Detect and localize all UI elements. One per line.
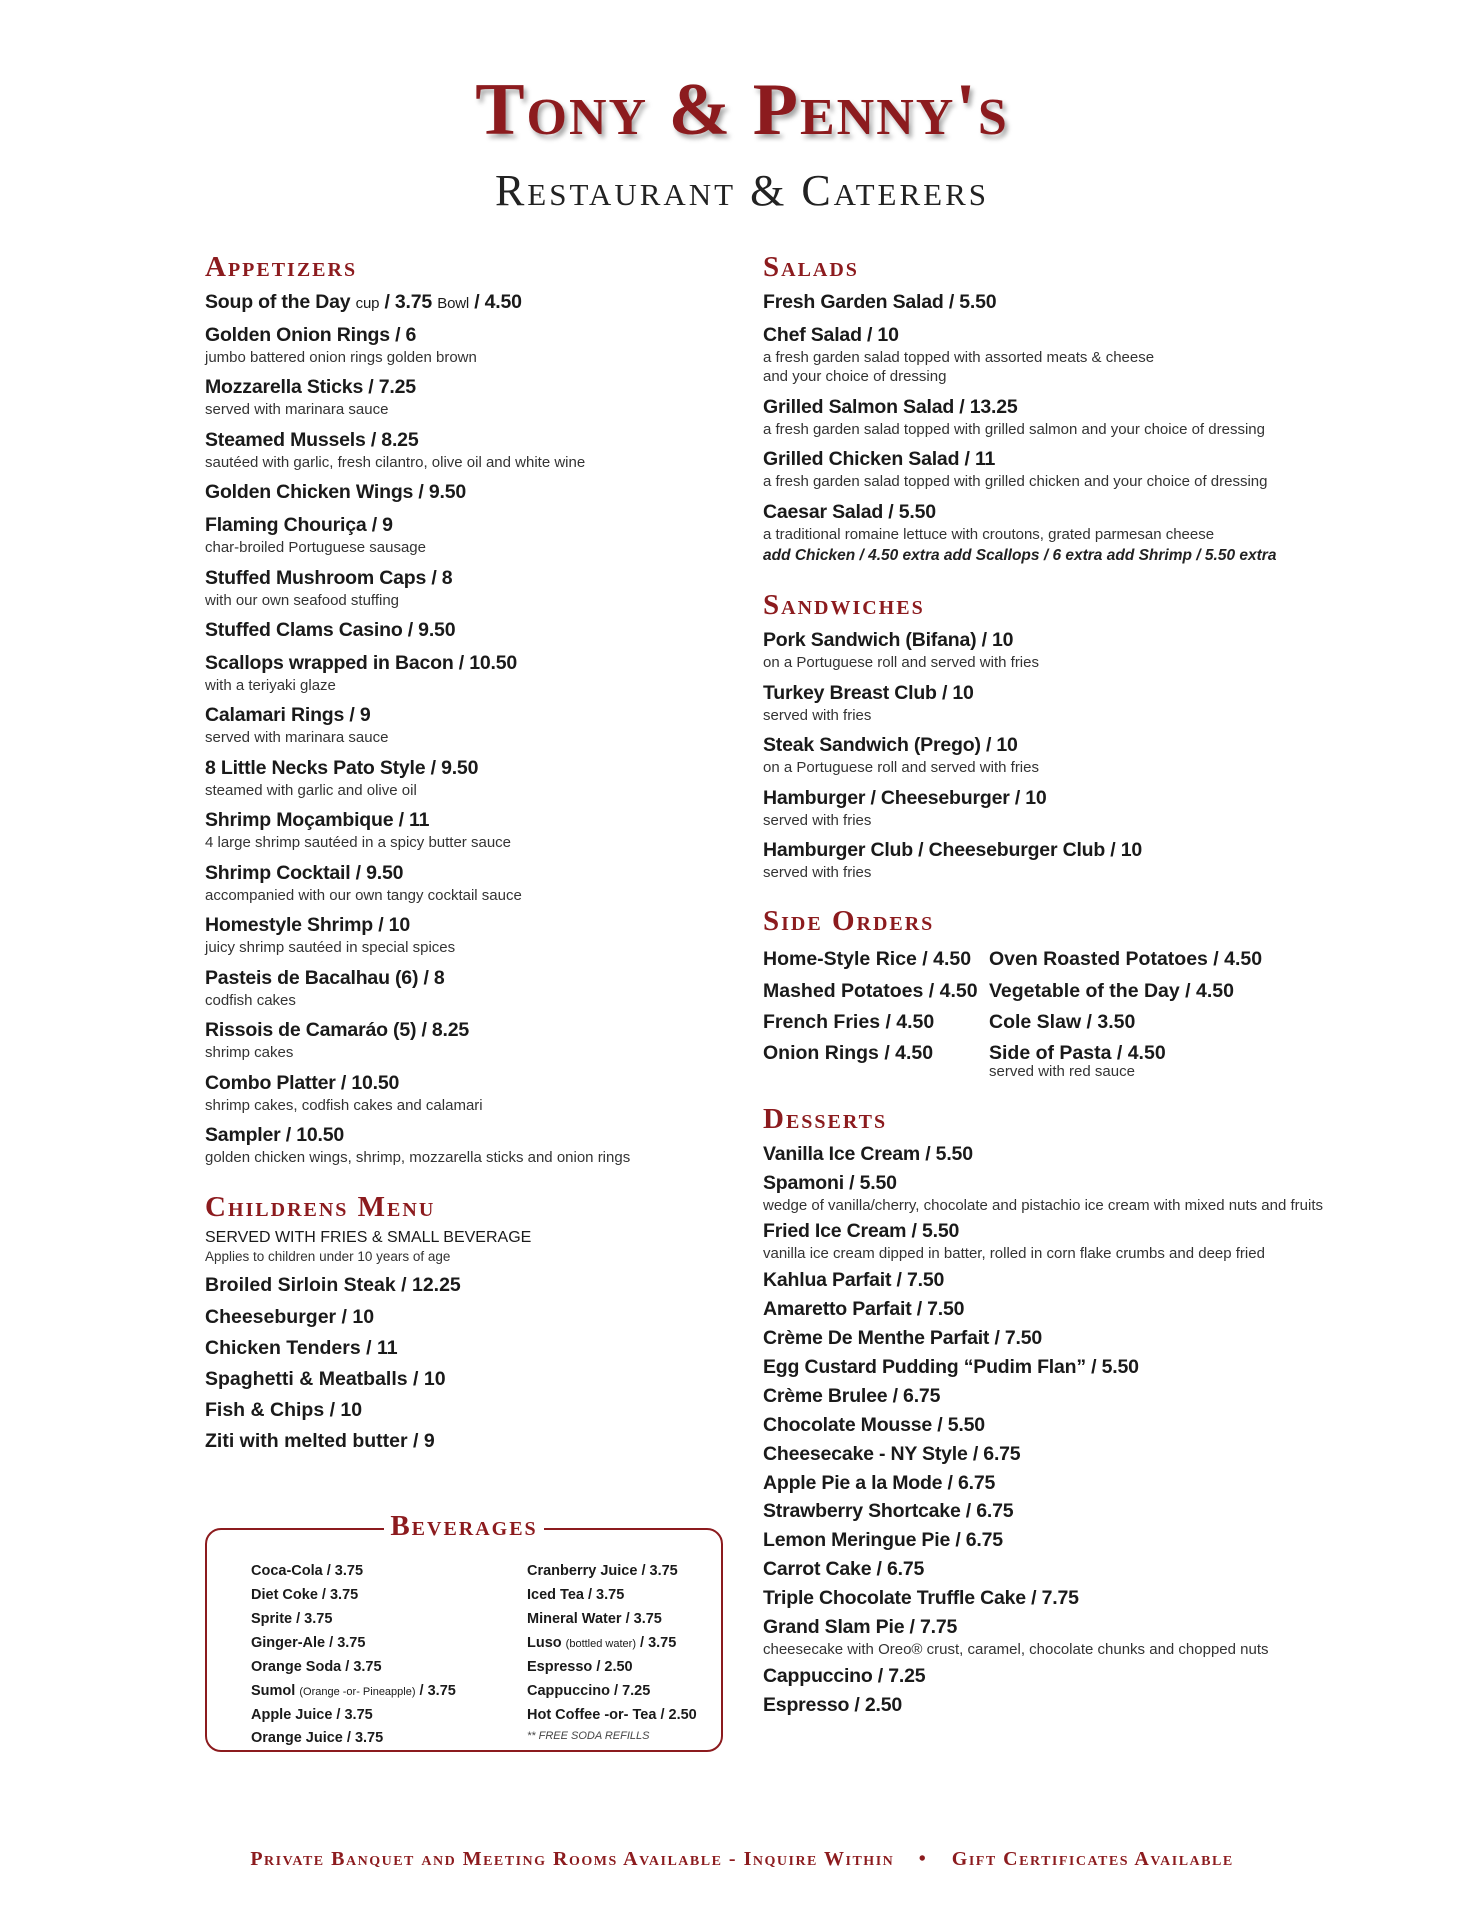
menu-item <box>763 290 1343 315</box>
item-name: Caesar Salad / 5.50 <box>763 500 936 523</box>
beverage-price: / 3.75 <box>419 1682 456 1699</box>
beverage-name: Diet Coke <box>251 1586 318 1603</box>
item-name: Grilled Salmon Salad / 13.25 <box>763 395 1018 418</box>
beverage-price: / 3.75 <box>625 1610 662 1627</box>
beverage-name: Sprite <box>251 1610 293 1627</box>
beverage-item <box>527 1632 707 1656</box>
item-desc: jumbo battered onion rings golden brown <box>205 348 477 366</box>
header <box>0 70 1484 216</box>
beverage-price: / 3.75 <box>329 1634 366 1651</box>
beverage-item <box>251 1704 501 1728</box>
beverage-name: Hot Coffee -or- Tea <box>527 1706 657 1723</box>
beverages-column-1 <box>251 1560 501 1751</box>
item-name: Chef Salad / 10 <box>763 323 899 346</box>
item-name: Turkey Breast Club / 10 <box>763 681 974 704</box>
beverage-price: / 3.75 <box>336 1706 373 1723</box>
menu-item <box>763 1615 1343 1659</box>
side-orders-column-2 <box>989 944 1309 1080</box>
item-name: Flaming Chouriça / 9 <box>205 514 393 537</box>
item-name: Scallops wrapped in Bacon / 10.50 <box>205 652 518 675</box>
beverage-name: Cappuccino <box>527 1682 610 1699</box>
beverages-box <box>205 1510 723 1752</box>
section-title-childrens: Childrens Menu <box>205 1190 436 1223</box>
beverage-price: / 3.75 <box>326 1563 364 1579</box>
menu-item <box>205 1123 745 1167</box>
beverage-price: / 3.75 <box>346 1730 384 1747</box>
item-desc: 4 large shrimp sautéed in a spicy butter sauce <box>205 834 511 852</box>
menu-item <box>205 808 745 852</box>
kids-item: Spaghetti & Meatballs / 10 <box>205 1368 446 1390</box>
menu-item <box>763 1528 1343 1553</box>
side-orders-column-2-list <box>989 944 1309 1069</box>
beverage-price: / 3.75 <box>641 1563 678 1579</box>
menu-item <box>763 1384 1343 1409</box>
item-name: Vanilla Ice Cream / 5.50 <box>763 1142 973 1165</box>
footer <box>0 1848 1484 1871</box>
item-desc: on a Portuguese roll and served with fries <box>763 759 1039 777</box>
footer-banquet: Private Banquet and Meeting Rooms Available - Inquire Within <box>250 1848 895 1870</box>
menu-item <box>205 651 745 695</box>
beverage-price: / 3.75 <box>587 1586 625 1603</box>
menu-item <box>205 1071 745 1115</box>
item-name: Grand Slam Pie / 7.75 <box>763 1616 958 1639</box>
menu-item <box>763 447 1343 491</box>
menu-item <box>763 323 1343 387</box>
menu-item <box>205 966 745 1010</box>
item-name: Espresso / 2.50 <box>763 1693 903 1716</box>
item-desc: a fresh garden salad topped with grilled chicken and your choice of dressing <box>763 473 1268 491</box>
beverage-name: Ginger-Ale <box>251 1634 326 1651</box>
side-item: French Fries / 4.50 <box>763 1010 935 1033</box>
side-orders-column-1 <box>763 944 978 1080</box>
beverages-columns <box>251 1560 707 1751</box>
kids-item: Broiled Sirloin Steak / 12.25 <box>205 1274 461 1297</box>
beverage-item <box>527 1560 707 1584</box>
salad-extras: add Chicken / 4.50 extra add Scallops / 6 extra add Shrimp / 5.50 extra <box>763 547 1277 565</box>
beverage-item <box>251 1608 501 1632</box>
item-name: Golden Onion Rings / 6 <box>205 323 417 346</box>
beverages-column-2-list <box>527 1560 707 1727</box>
menu-item <box>763 1557 1343 1582</box>
section-title-desserts: Desserts <box>763 1103 888 1136</box>
childrens-list <box>205 1270 745 1457</box>
menu-item <box>763 628 1343 672</box>
menu-item <box>205 861 745 905</box>
side-orders-section <box>763 906 1343 1080</box>
beverage-price: / 7.25 <box>614 1682 651 1699</box>
childrens-subtitle: SERVED WITH FRIES & SMALL BEVERAGE <box>205 1229 532 1247</box>
menu-item <box>763 733 1343 777</box>
kids-item: Cheeseburger / 10 <box>205 1305 375 1328</box>
side-item: Oven Roasted Potatoes / 4.50 <box>989 948 1263 971</box>
menu-item <box>205 480 745 505</box>
restaurant-subtitle: Restaurant & Caterers <box>494 166 990 216</box>
beverage-price: / 3.75 <box>296 1610 333 1627</box>
menu-item <box>763 1693 1343 1718</box>
item-desc: with our own seafood stuffing <box>205 591 400 609</box>
beverage-item <box>251 1656 501 1680</box>
sandwich-list <box>763 628 1343 882</box>
beverage-name: Mineral Water <box>527 1610 622 1627</box>
beverages-column-2 <box>527 1560 707 1751</box>
item-name: Apple Pie a la Mode / 6.75 <box>763 1471 996 1494</box>
item-name: Pasteis de Bacalhau (6) / 8 <box>205 966 445 989</box>
dessert-list <box>763 1142 1343 1718</box>
beverage-item <box>527 1608 707 1632</box>
item-name: Hamburger Club / Cheeseburger Club / 10 <box>763 839 1143 861</box>
beverage-price: / 2.50 <box>596 1658 633 1675</box>
item-name: Strawberry Shortcake / 6.75 <box>763 1500 1014 1523</box>
menu-item <box>205 513 745 557</box>
menu-item <box>763 1219 1343 1263</box>
soup-name: Soup of the Day <box>205 290 351 313</box>
childrens-section <box>205 1192 745 1458</box>
item-name: Cappuccino / 7.25 <box>763 1664 926 1687</box>
item-desc: served with fries <box>763 863 872 881</box>
section-title-side-orders: Side Orders <box>763 905 935 938</box>
side-item: Mashed Potatoes / 4.50 <box>763 979 978 1002</box>
salads-section <box>763 252 1343 566</box>
menu-item <box>763 1471 1343 1496</box>
menu-item <box>205 428 745 472</box>
beverage-item <box>527 1584 707 1608</box>
menu-item <box>763 1442 1343 1467</box>
menu-item <box>763 1413 1343 1438</box>
menu-item <box>763 1664 1343 1689</box>
soup-cup-label: cup <box>355 294 380 312</box>
soup-of-the-day <box>205 290 745 315</box>
beverage-item <box>527 1680 707 1704</box>
side-item: Onion Rings / 4.50 <box>763 1041 934 1064</box>
item-desc: served with fries <box>763 706 872 724</box>
beverage-item <box>527 1704 707 1728</box>
childrens-note: Applies to children under 10 years of age <box>205 1249 451 1265</box>
menu-item <box>205 323 745 367</box>
section-title-salads: Salads <box>763 251 859 283</box>
item-name: Rissois de Camaráo (5) / 8.25 <box>205 1019 470 1042</box>
side-item: Home-Style Rice / 4.50 <box>763 948 972 971</box>
section-title-sandwiches: Sandwiches <box>763 589 925 622</box>
menu-item <box>205 618 745 643</box>
menu-item <box>205 566 745 610</box>
beverage-price: / 3.75 <box>345 1658 382 1675</box>
item-name: Combo Platter / 10.50 <box>205 1071 400 1094</box>
beverage-item <box>251 1584 501 1608</box>
beverages-title-wrap <box>207 1510 721 1543</box>
item-name: Chocolate Mousse / 5.50 <box>763 1413 985 1436</box>
beverage-price: / 2.50 <box>660 1706 697 1723</box>
section-title-beverages: Beverages <box>384 1510 543 1542</box>
item-desc: shrimp cakes <box>205 1044 294 1062</box>
menu-item <box>205 756 745 800</box>
item-desc: on a Portuguese roll and served with fries <box>763 654 1039 672</box>
item-desc: a fresh garden salad topped with assorted meats & cheese <box>763 348 1155 366</box>
item-desc: shrimp cakes, codfish cakes and calamari <box>205 1096 483 1114</box>
soup-cup-price: / 3.75 <box>384 290 433 313</box>
menu-item <box>763 1586 1343 1611</box>
item-desc: wedge of vanilla/cherry, chocolate and pistachio ice cream with mixed nuts and fruits <box>763 1196 1324 1214</box>
menu-item <box>763 1499 1343 1524</box>
menu-item <box>763 1326 1343 1351</box>
item-name: Shrimp Cocktail / 9.50 <box>205 861 404 884</box>
item-name: Fried Ice Cream / 5.50 <box>763 1220 960 1243</box>
item-name: Mozzarella Sticks / 7.25 <box>205 376 416 399</box>
item-name: Amaretto Parfait / 7.50 <box>763 1297 965 1320</box>
item-name: Stuffed Clams Casino / 9.50 <box>205 619 456 642</box>
menu-item <box>205 703 745 747</box>
item-name: Lemon Meringue Pie / 6.75 <box>763 1529 1003 1552</box>
salad-list <box>763 290 1343 544</box>
footer-gift-certificates: Gift Certificates Available <box>951 1848 1234 1870</box>
free-soda-refills: ** FREE SODA REFILLS <box>527 1730 650 1743</box>
item-desc: served with marinara sauce <box>205 729 389 747</box>
side-item: Side of Pasta / 4.50 <box>989 1041 1166 1064</box>
kids-item: Fish & Chips / 10 <box>205 1399 363 1422</box>
item-name: Cheesecake - NY Style / 6.75 <box>763 1442 1021 1465</box>
beverage-item <box>251 1680 501 1704</box>
menu-item <box>763 681 1343 725</box>
beverage-note: (bottled water) <box>565 1637 636 1650</box>
item-name: Pork Sandwich (Bifana) / 10 <box>763 629 1014 652</box>
beverage-name: Iced Tea <box>527 1586 584 1603</box>
item-desc: with a teriyaki glaze <box>205 676 336 694</box>
side-item: Cole Slaw / 3.50 <box>989 1010 1136 1033</box>
item-name: Triple Chocolate Truffle Cake / 7.75 <box>763 1587 1079 1610</box>
beverage-name: Sumol <box>251 1682 296 1699</box>
appetizer-list <box>205 323 745 1168</box>
menu-item <box>763 1268 1343 1293</box>
item-desc: a fresh garden salad topped with grilled salmon and your choice of dressing <box>763 420 1265 438</box>
item-desc: cheesecake with Oreo® crust, caramel, chocolate chunks and chopped nuts <box>763 1641 1269 1659</box>
beverage-note: (Orange -or- Pineapple) <box>299 1685 416 1698</box>
beverage-item <box>251 1727 501 1751</box>
item-desc: char-broiled Portuguese sausage <box>205 539 426 557</box>
item-desc: and your choice of dressing <box>763 368 947 386</box>
item-desc: vanilla ice cream dipped in batter, rolled in corn flake crumbs and deep fried <box>763 1245 1265 1263</box>
item-name: Fresh Garden Salad / 5.50 <box>763 290 997 313</box>
item-desc: juicy shrimp sautéed in special spices <box>205 939 456 957</box>
side-item: Vegetable of the Day / 4.50 <box>989 979 1234 1002</box>
menu-item <box>763 1355 1343 1380</box>
item-name: Shrimp Moçambique / 11 <box>205 809 430 832</box>
item-desc: golden chicken wings, shrimp, mozzarella sticks and onion rings <box>205 1149 631 1167</box>
menu-item <box>205 375 745 419</box>
item-name: Carrot Cake / 6.75 <box>763 1558 925 1581</box>
item-desc: sautéed with garlic, fresh cilantro, olive oil and white wine <box>205 453 586 471</box>
kids-item: Ziti with melted butter / 9 <box>205 1430 435 1453</box>
menu-item <box>763 1297 1343 1322</box>
beverage-item <box>527 1656 707 1680</box>
menu-item <box>763 1171 1343 1215</box>
appetizers-section <box>205 252 745 1168</box>
item-name: Crème De Menthe Parfait / 7.50 <box>763 1326 1043 1349</box>
item-desc: a traditional romaine lettuce with croutons, grated parmesan cheese <box>763 525 1215 543</box>
item-name: Hamburger / Cheeseburger / 10 <box>763 786 1047 809</box>
menu-item <box>205 1018 745 1062</box>
beverage-name: Luso <box>527 1634 562 1651</box>
soup-bowl-label: Bowl <box>437 294 469 312</box>
beverage-name: Apple Juice <box>251 1706 333 1723</box>
item-name: Calamari Rings / 9 <box>205 704 371 727</box>
item-name: Stuffed Mushroom Caps / 8 <box>205 566 453 589</box>
left-column <box>205 252 745 1482</box>
beverage-item <box>251 1632 501 1656</box>
footer-separator: • <box>918 1848 928 1870</box>
beverage-price: / 3.75 <box>321 1586 359 1603</box>
beverage-name: Orange Juice <box>251 1730 343 1747</box>
item-name: 8 Little Necks Pato Style / 9.50 <box>205 756 479 779</box>
menu-item <box>763 395 1343 439</box>
item-name: Egg Custard Pudding “Pudim Flan” / 5.50 <box>763 1355 1139 1378</box>
beverage-name: Coca-Cola <box>251 1563 323 1579</box>
item-name: Golden Chicken Wings / 9.50 <box>205 481 466 504</box>
item-name: Steamed Mussels / 8.25 <box>205 428 419 451</box>
item-name: Spamoni / 5.50 <box>763 1171 897 1194</box>
beverage-price: / 3.75 <box>640 1634 677 1651</box>
item-desc: codfish cakes <box>205 991 296 1009</box>
soup-bowl-price: / 4.50 <box>474 290 522 313</box>
menu-item <box>763 1142 1343 1167</box>
right-column <box>763 252 1343 1742</box>
restaurant-name: Tony & Penny's <box>475 69 1009 151</box>
item-name: Kahlua Parfait / 7.50 <box>763 1268 945 1291</box>
item-name: Crème Brulee / 6.75 <box>763 1384 941 1407</box>
item-desc: steamed with garlic and olive oil <box>205 781 417 799</box>
menu-item <box>763 786 1343 830</box>
beverage-name: Cranberry Juice <box>527 1563 638 1579</box>
menu-item <box>205 290 745 315</box>
item-name: Homestyle Shrimp / 10 <box>205 914 410 937</box>
menu-item <box>205 913 745 957</box>
section-title-appetizers: Appetizers <box>205 251 358 283</box>
item-name: Steak Sandwich (Prego) / 10 <box>763 734 1018 757</box>
item-desc: served with marinara sauce <box>205 401 389 419</box>
item-name: Sampler / 10.50 <box>205 1124 345 1147</box>
sandwiches-section <box>763 590 1343 882</box>
beverage-item <box>251 1560 501 1584</box>
menu-item <box>763 838 1343 882</box>
beverage-name: Espresso <box>527 1658 593 1675</box>
side-orders-columns <box>763 944 1343 1080</box>
item-name: Grilled Chicken Salad / 11 <box>763 448 996 471</box>
kids-item: Chicken Tenders / 11 <box>205 1336 398 1359</box>
menu-item <box>763 500 1343 544</box>
item-desc: accompanied with our own tangy cocktail sauce <box>205 886 522 904</box>
beverage-name: Orange Soda <box>251 1658 342 1675</box>
item-desc: served with fries <box>763 811 872 829</box>
side-pasta-desc: served with red sauce <box>989 1063 1135 1081</box>
desserts-section <box>763 1104 1343 1718</box>
